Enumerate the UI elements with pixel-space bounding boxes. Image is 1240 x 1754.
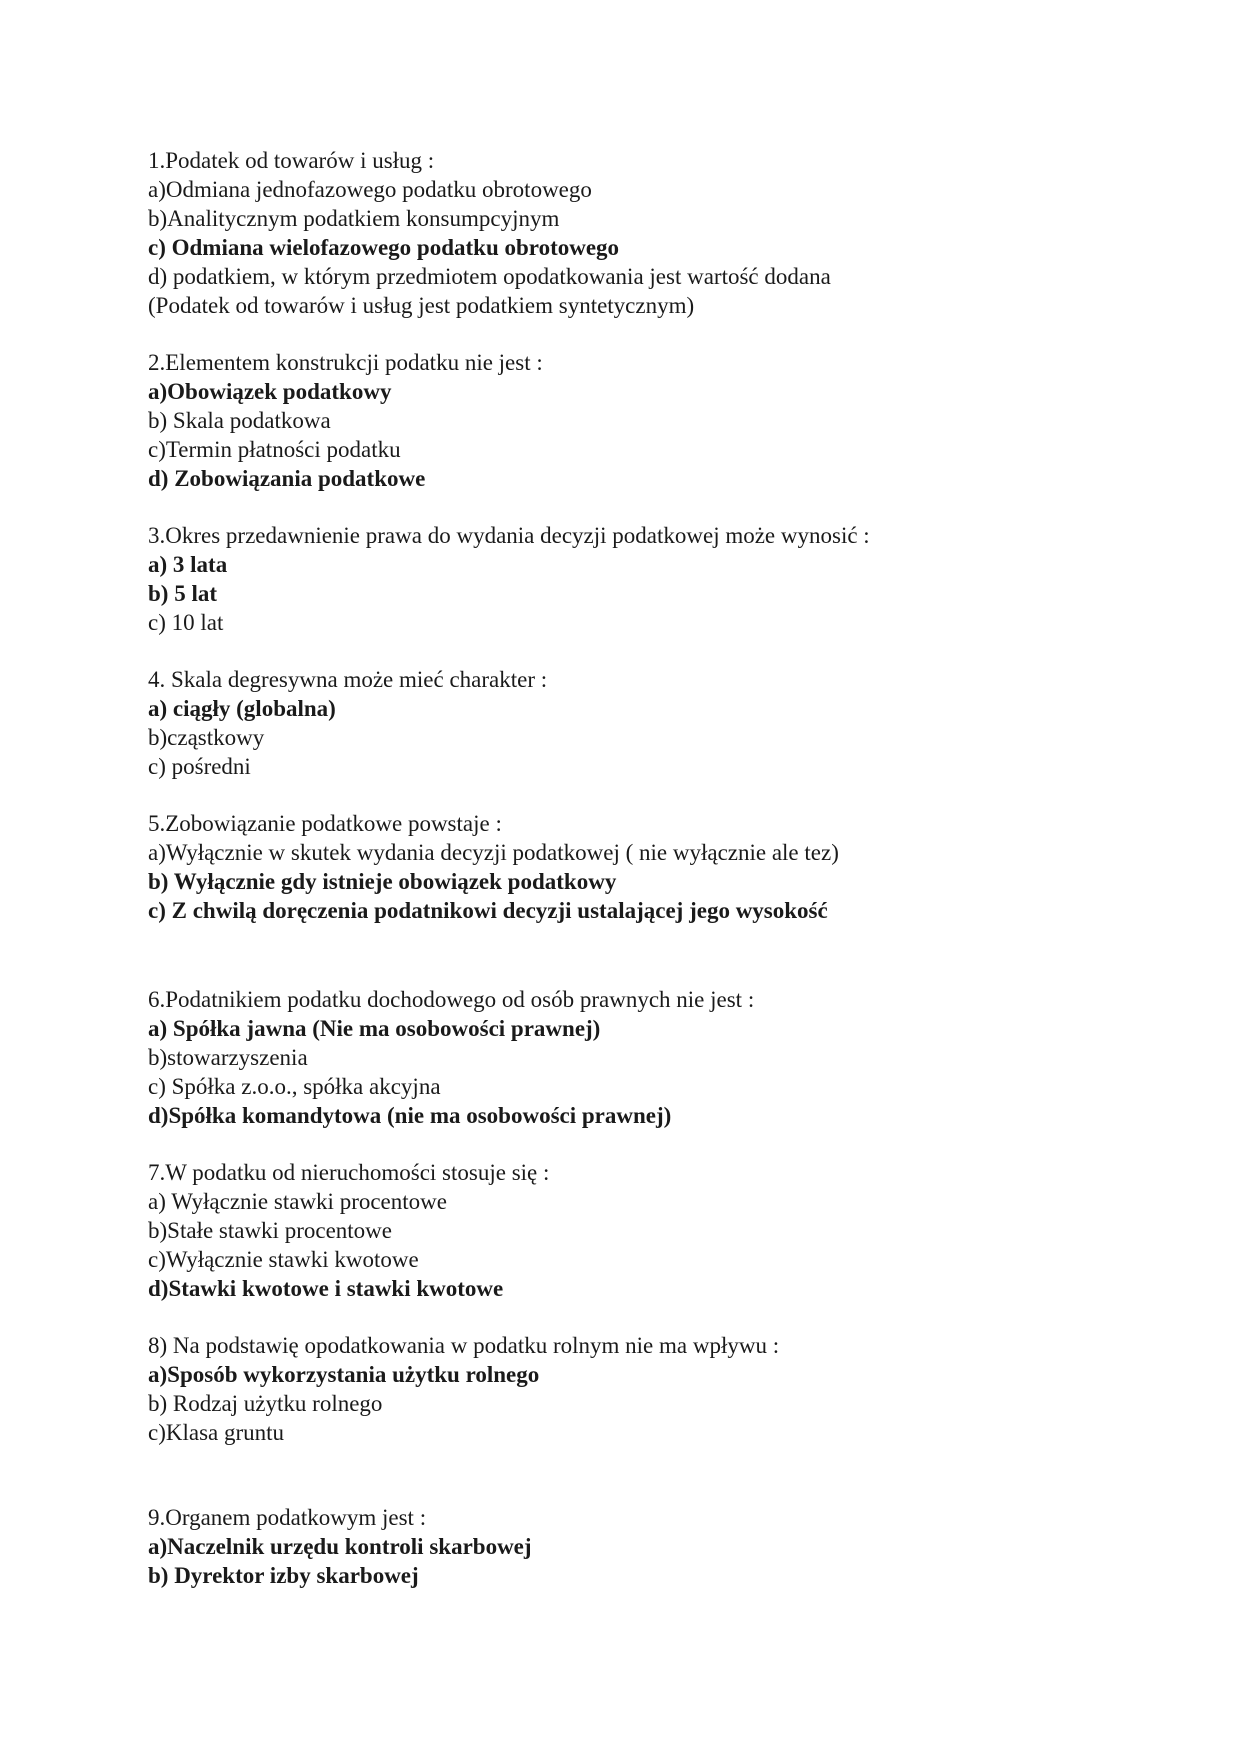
- question-1-answer-a: a)Odmiana jednofazowego podatku obrotowego: [148, 177, 592, 202]
- question-3-text: 3.Okres przedawnienie prawa do wydania decyzji podatkowej może wynosić :: [148, 523, 870, 548]
- question-3: [148, 521, 1148, 637]
- question-1: [148, 146, 1148, 320]
- question-2-answer-a: a)Obowiązek podatkowy: [148, 379, 392, 404]
- question-1-note: (Podatek od towarów i usług jest podatkiem syntetycznym): [148, 293, 695, 318]
- question-6-answer-c: c) Spółka z.o.o., spółka akcyjna: [148, 1074, 441, 1099]
- question-6-answer-b: b)stowarzyszenia: [148, 1045, 308, 1070]
- question-1-answer-b: b)Analitycznym podatkiem konsumpcyjnym: [148, 206, 560, 231]
- question-2-text: 2.Elementem konstrukcji podatku nie jest :: [148, 350, 543, 375]
- question-4-answer-a: a) ciągły (globalna): [148, 696, 336, 721]
- question-9-answer-a: a)Naczelnik urzędu kontroli skarbowej: [148, 1534, 532, 1559]
- question-1-answer-d: d) podatkiem, w którym przedmiotem opodatkowania jest wartość dodana: [148, 264, 831, 289]
- question-7-text: 7.W podatku od nieruchomości stosuje się :: [148, 1160, 550, 1185]
- question-6-answer-a: a) Spółka jawna (Nie ma osobowości prawnej): [148, 1016, 601, 1041]
- question-7-answer-b: b)Stałe stawki procentowe: [148, 1218, 392, 1243]
- question-1-answer-c: c) Odmiana wielofazowego podatku obrotowego: [148, 235, 620, 260]
- question-3-answer-c: c) 10 lat: [148, 610, 224, 635]
- question-7-answer-a: a) Wyłącznie stawki procentowe: [148, 1189, 447, 1214]
- question-5: [148, 809, 1148, 925]
- question-8: [148, 1331, 1148, 1447]
- question-9-text: 9.Organem podatkowym jest :: [148, 1505, 427, 1530]
- question-8-answer-a: a)Sposób wykorzystania użytku rolnego: [148, 1362, 540, 1387]
- question-6: [148, 985, 1148, 1130]
- document-page: [148, 146, 1148, 1590]
- question-9: [148, 1503, 1148, 1590]
- question-5-answer-a: a)Wyłącznie w skutek wydania decyzji podatkowej ( nie wyłącznie ale tez): [148, 840, 839, 865]
- question-4-text: 4. Skala degresywna może mieć charakter :: [148, 667, 548, 692]
- question-5-answer-b: b) Wyłącznie gdy istnieje obowiązek podatkowy: [148, 869, 617, 894]
- question-5-answer-c: c) Z chwilą doręczenia podatnikowi decyzji ustalającej jego wysokość: [148, 898, 828, 923]
- question-8-answer-b: b) Rodzaj użytku rolnego: [148, 1391, 383, 1416]
- question-7-answer-c: c)Wyłącznie stawki kwotowe: [148, 1247, 419, 1272]
- question-9-answer-b: b) Dyrektor izby skarbowej: [148, 1563, 419, 1588]
- question-7: [148, 1158, 1148, 1303]
- question-6-answer-d: d)Spółka komandytowa (nie ma osobowości prawnej): [148, 1103, 672, 1128]
- question-3-answer-b: b) 5 lat: [148, 581, 217, 606]
- question-2-answer-d: d) Zobowiązania podatkowe: [148, 466, 426, 491]
- question-7-answer-d: d)Stawki kwotowe i stawki kwotowe: [148, 1276, 504, 1301]
- question-2-answer-b: b) Skala podatkowa: [148, 408, 331, 433]
- question-6-text: 6.Podatnikiem podatku dochodowego od osób prawnych nie jest :: [148, 987, 755, 1012]
- question-5-text: 5.Zobowiązanie podatkowe powstaje :: [148, 811, 502, 836]
- question-4: [148, 665, 1148, 781]
- question-4-answer-c: c) pośredni: [148, 754, 251, 779]
- question-2-answer-c: c)Termin płatności podatku: [148, 437, 401, 462]
- question-8-answer-c: c)Klasa gruntu: [148, 1420, 285, 1445]
- question-1-text: 1.Podatek od towarów i usług :: [148, 148, 435, 173]
- question-8-text: 8) Na podstawię opodatkowania w podatku rolnym nie ma wpływu :: [148, 1333, 780, 1358]
- question-2: [148, 348, 1148, 493]
- question-3-answer-a: a) 3 lata: [148, 552, 228, 577]
- question-4-answer-b: b)cząstkowy: [148, 725, 265, 750]
